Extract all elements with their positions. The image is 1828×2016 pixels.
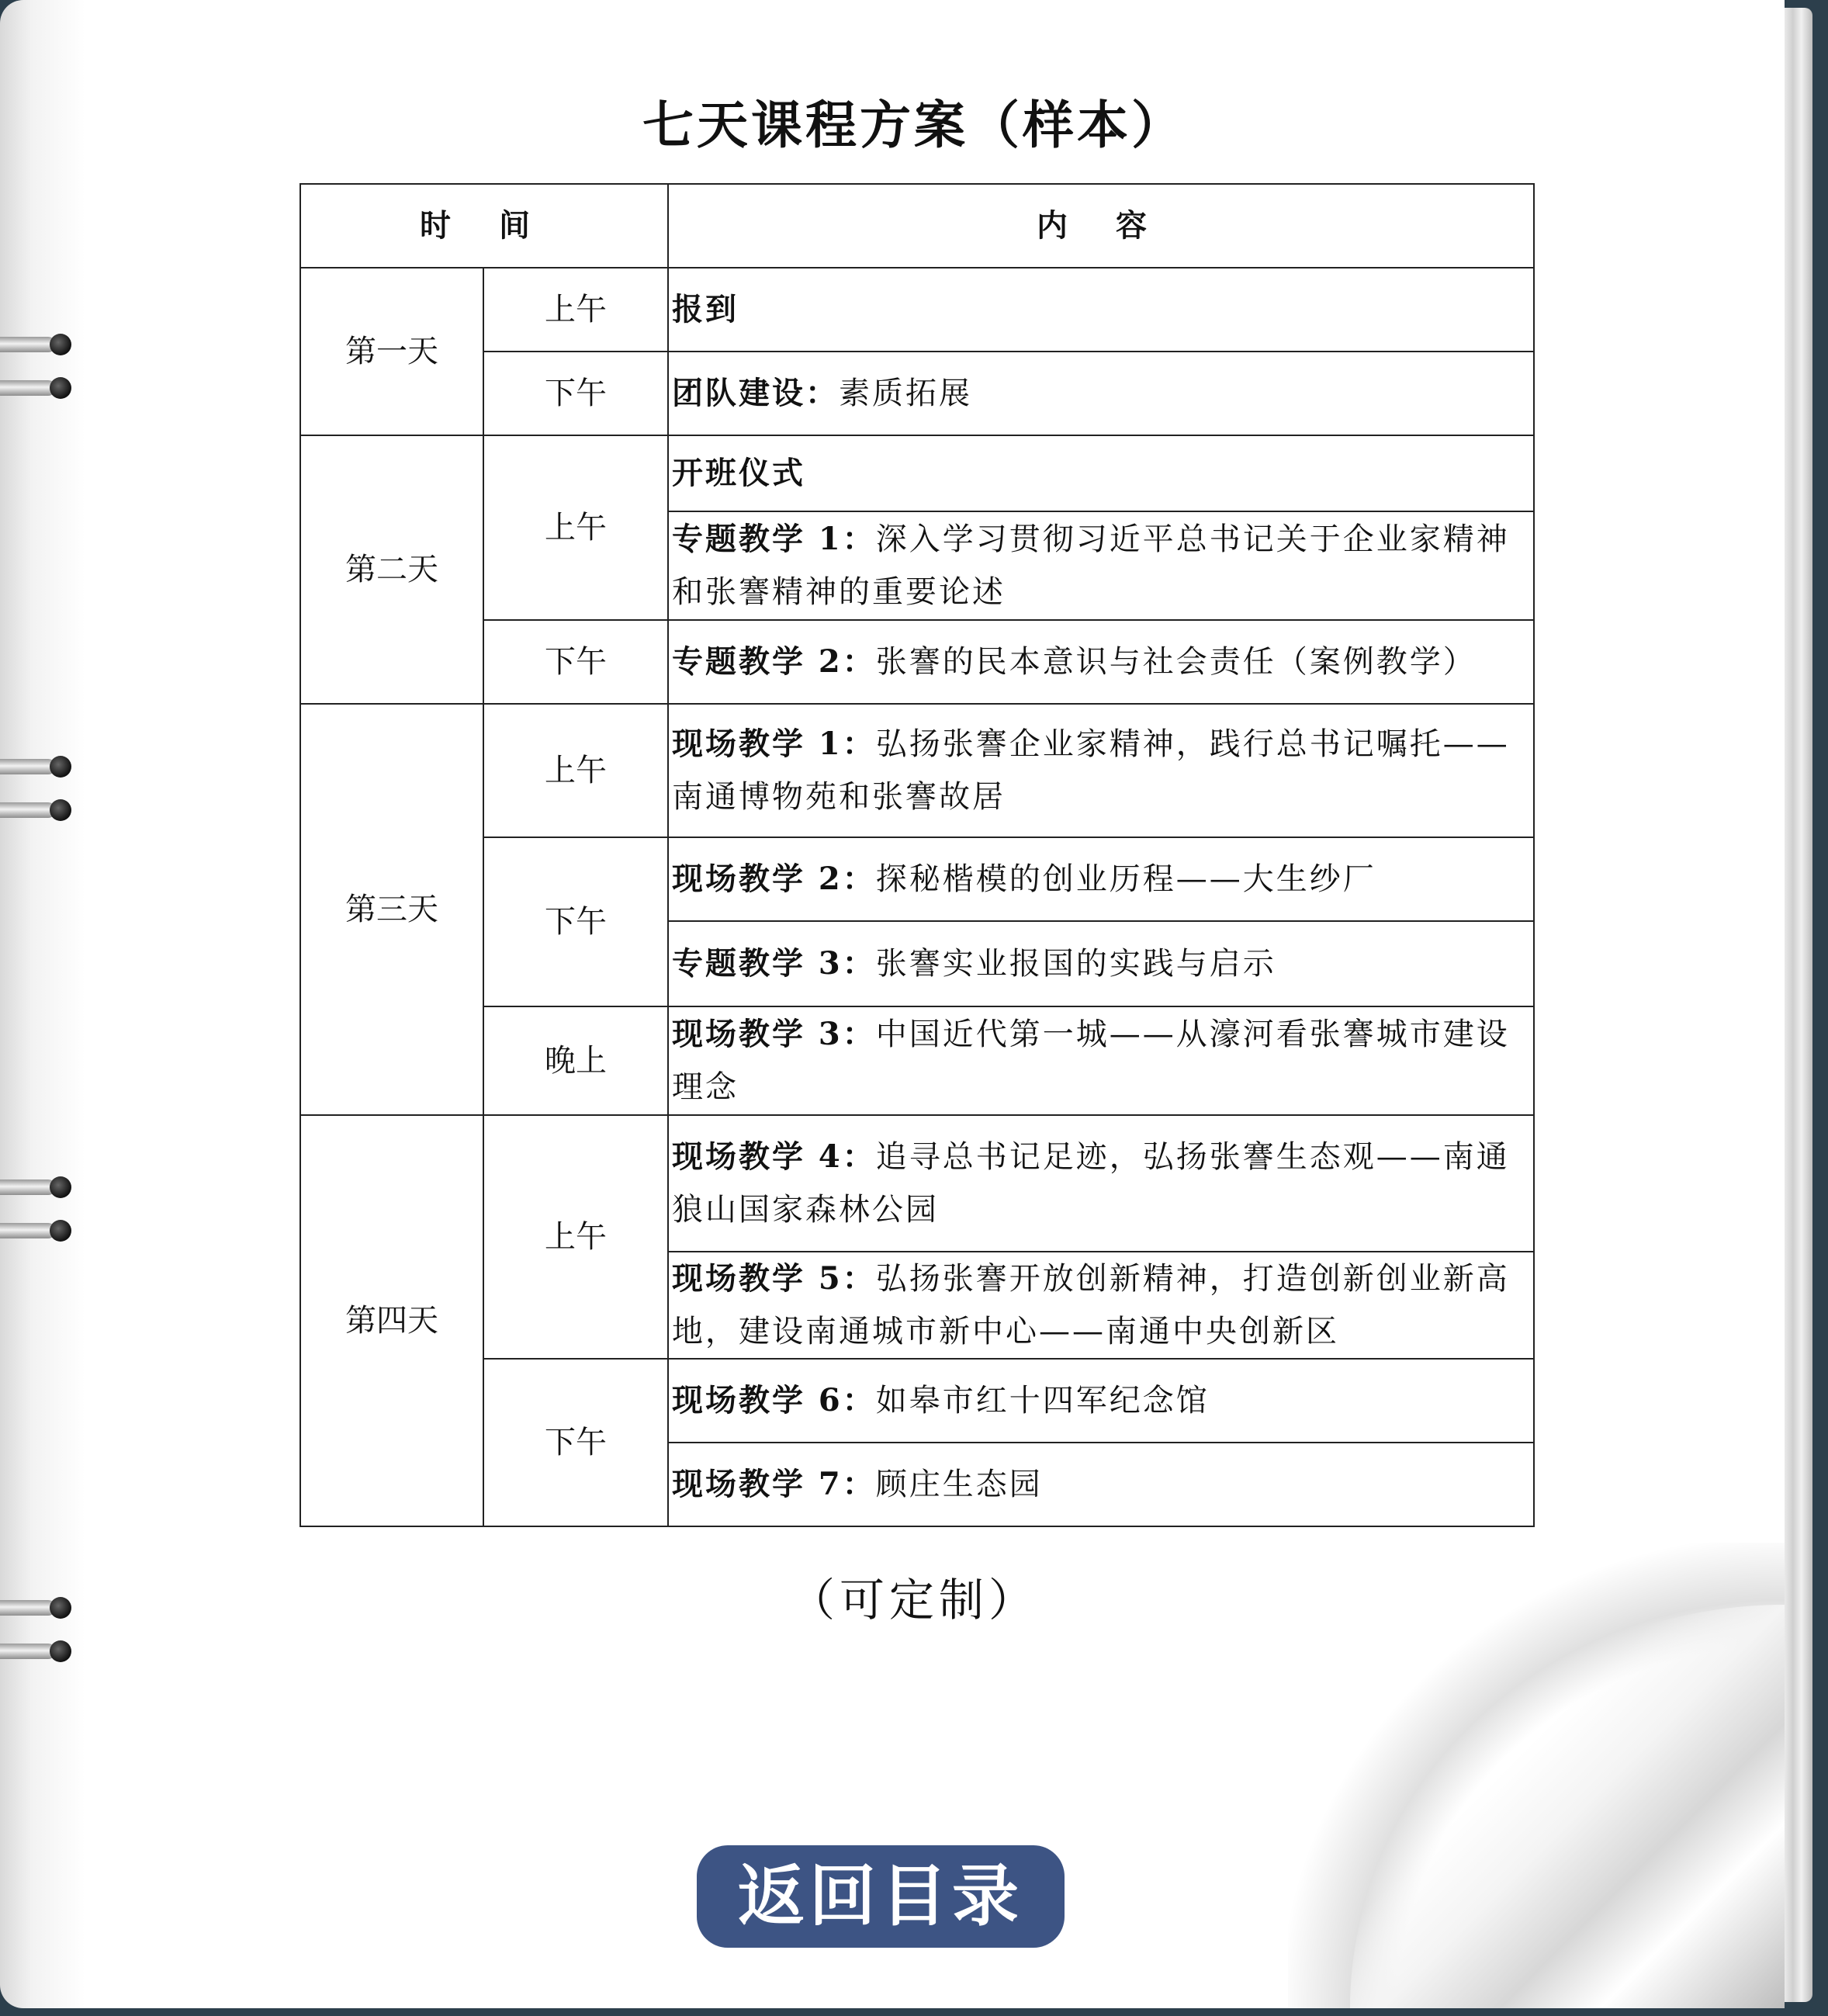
day-cell: 第三天: [300, 704, 483, 1115]
item-text: 张謇的民本意识与社会责任（案例教学）: [875, 644, 1477, 680]
item-text: 弘扬张謇开放创新精神，打造创新创业新高地，建设南通城市新中心——南通中央创新区: [672, 1261, 1510, 1349]
item-text: 张謇实业报国的实践与启示: [875, 946, 1276, 982]
table-row: [300, 1006, 1534, 1115]
content-cell: [668, 268, 1534, 352]
content-cell: [668, 1252, 1534, 1359]
content-cell: [668, 352, 1534, 435]
period-cell: 下午: [483, 1359, 668, 1526]
item-label: 专题教学 3：: [672, 945, 876, 982]
table-row: [300, 1115, 1534, 1252]
header-time: 时 间: [300, 184, 668, 268]
table-row: [300, 837, 1534, 921]
content-cell: [668, 1359, 1534, 1443]
item-label: 专题教学 1：: [672, 521, 876, 557]
item-text: 顾庄生态园: [875, 1467, 1043, 1502]
day-cell: 第二天: [300, 435, 483, 704]
table-row: [300, 352, 1534, 435]
item-label: 现场教学 3：: [672, 1016, 876, 1052]
content-cell: [668, 1006, 1534, 1115]
item-text: 如皋市红十四军纪念馆: [875, 1383, 1210, 1418]
day-cell: 第一天: [300, 268, 483, 435]
item-text: 素质拓展: [839, 376, 972, 411]
item-text: 弘扬张謇企业家精神，践行总书记嘱托——南通博物苑和张謇故居: [672, 726, 1510, 815]
period-cell: 上午: [483, 435, 668, 620]
day-cell: 第四天: [300, 1115, 483, 1526]
back-to-contents-button[interactable]: 返回目录: [697, 1845, 1065, 1948]
item-text: 深入学习贯彻习近平总书记关于企业家精神和张謇精神的重要论述: [672, 521, 1510, 610]
content-cell: [668, 435, 1534, 511]
item-text: 中国近代第一城——从濠河看张謇城市建设理念: [672, 1017, 1510, 1105]
table-row: [300, 704, 1534, 837]
item-label: 报到: [672, 291, 739, 327]
period-cell: 下午: [483, 837, 668, 1006]
binder-ring: [0, 1176, 74, 1198]
page-edge: [1785, 8, 1812, 2002]
content-cell: [668, 511, 1534, 620]
item-label: 现场教学 6：: [672, 1382, 876, 1418]
content-cell: [668, 921, 1534, 1006]
item-label: 现场教学 5：: [672, 1260, 876, 1297]
period-cell: 上午: [483, 268, 668, 352]
item-text: 探秘楷模的创业历程——大生纱厂: [875, 861, 1376, 897]
period-cell: 下午: [483, 620, 668, 704]
item-label: 开班仪式: [672, 455, 805, 491]
table-header-row: [300, 184, 1534, 268]
content-cell: [668, 704, 1534, 837]
period-cell: 上午: [483, 1115, 668, 1359]
binder-ring: [0, 756, 74, 778]
binder-ring: [0, 377, 74, 399]
item-text: 追寻总书记足迹，弘扬张謇生态观——南通狼山国家森林公园: [672, 1139, 1510, 1228]
item-label: 专题教学 2：: [672, 643, 876, 680]
content-cell: [668, 1115, 1534, 1252]
item-label: 现场教学 2：: [672, 861, 876, 897]
item-label: 现场教学 1：: [672, 726, 876, 762]
table-row: [300, 435, 1534, 511]
item-label: 现场教学 7：: [672, 1466, 876, 1502]
table-row: [300, 1359, 1534, 1443]
binder-ring: [0, 1640, 74, 1662]
period-cell: 晚上: [483, 1006, 668, 1115]
item-label: 团队建设：: [672, 375, 839, 411]
table-row: [300, 620, 1534, 704]
period-cell: 上午: [483, 704, 668, 837]
page-title: 七天课程方案（样本）: [642, 95, 1186, 155]
schedule-table: [299, 183, 1535, 1527]
content-cell: [668, 620, 1534, 704]
binder-ring: [0, 334, 74, 355]
binder-ring: [0, 799, 74, 821]
header-content: 内 容: [668, 184, 1534, 268]
item-label: 现场教学 4：: [672, 1138, 876, 1175]
customizable-note: （可定制）: [789, 1574, 1038, 1626]
binder-ring: [0, 1220, 74, 1242]
period-cell: 下午: [483, 352, 668, 435]
content-cell: [668, 1443, 1534, 1526]
table-row: [300, 268, 1534, 352]
content-cell: [668, 837, 1534, 921]
